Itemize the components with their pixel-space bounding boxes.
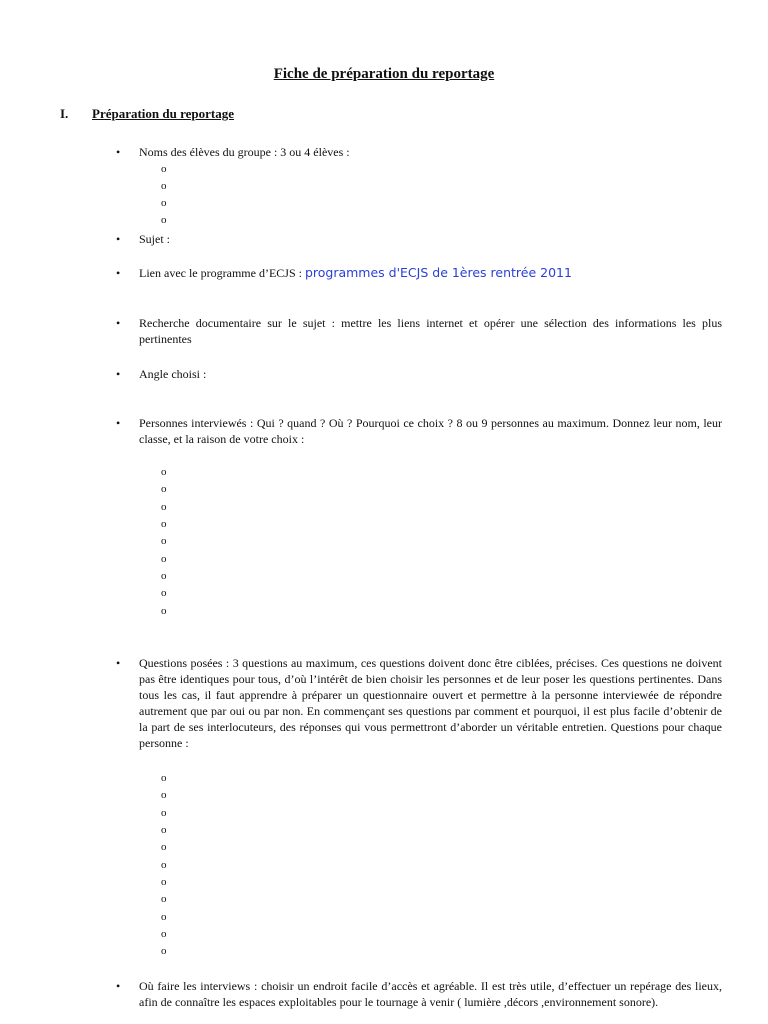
list-item (116, 655, 722, 751)
sub-bullet-icon (161, 603, 171, 619)
bullet-icon: • (116, 316, 121, 330)
list-item (116, 978, 722, 1010)
list-item-text: Angle choisi : (139, 367, 207, 381)
sub-bullet-icon (161, 195, 171, 211)
sub-bullet-icon (161, 499, 171, 515)
list-item-text: Noms des élèves du groupe : 3 ou 4 élèves : (139, 145, 350, 159)
sub-bullet-icon (161, 568, 171, 584)
list-item-text: Personnes interviewés : Qui ? quand ? Où ? Pourquoi ce choix ? 8 ou 9 personnes au maximum. Donnez leur nom, leur classe, et la raison de votre choix : (139, 416, 722, 446)
sub-bullet-icon (161, 926, 171, 942)
list-item (116, 265, 722, 281)
list-item (116, 415, 722, 447)
list-item (116, 366, 722, 382)
sub-bullet-icon (161, 178, 171, 194)
sub-bullet-icon (161, 516, 171, 532)
list-item (116, 315, 722, 347)
sub-bullet-icon (161, 464, 171, 480)
bullet-icon: • (116, 979, 121, 993)
sub-bullet-icon (161, 839, 171, 855)
page-title: Fiche de préparation du reportage (273, 66, 495, 82)
section-heading (60, 106, 234, 122)
list-item-label: Lien avec le programme d’ECJS : (139, 266, 305, 280)
sub-bullet-icon (161, 857, 171, 873)
list-item (116, 144, 722, 160)
list-item-text: Sujet : (139, 232, 171, 246)
list-item (116, 231, 722, 247)
sub-bullet-icon (161, 770, 171, 786)
sub-bullet-icon (161, 891, 171, 907)
bullet-icon: • (116, 145, 121, 159)
sub-bullet-icon (161, 822, 171, 838)
list-item-text: Recherche documentaire sur le sujet : mettre les liens internet et opérer une sélection des informations les plus pertinentes (139, 316, 722, 346)
sub-bullet-icon (161, 874, 171, 890)
section-number: I. (60, 106, 69, 121)
sub-bullet-icon (161, 551, 171, 567)
bullet-icon: • (116, 656, 121, 670)
bullet-icon: • (116, 416, 121, 430)
sub-bullet-icon (161, 481, 171, 497)
sub-bullet-icon (161, 943, 171, 959)
list-item-text: Questions posées : 3 questions au maximum, ces questions doivent donc être ciblées, précises. Ces questions ne doivent pas être identiques pour tous, d’où l’intérêt de bien choisir les personnes et de leur poser les questions pertinentes. Dans tous les cas, il faut apprendre à préparer un questionnaire ouvert et permettre à la personne interviewée de répondre autrement que par oui ou par non. En commençant ses questions par comment et pourquoi, il est plus facile d’obtenir de la part de ses interlocuteurs, des réponses qui vous permettront d’aborder un véritable entretien. Questions pour chaque personne : (139, 656, 722, 750)
sub-bullet-icon (161, 805, 171, 821)
sub-bullet-icon (161, 533, 171, 549)
list-item-text: Où faire les interviews : choisir un endroit facile d’accès et agréable. Il est très utile, d’effectuer un repérage des lieux, afin de connaître les espaces exploitables pour le tournage à venir ( lumière ,décors ,environnement sonore). (139, 979, 722, 1009)
ecjs-program-link[interactable]: programmes d'ECJS de 1ères rentrée 2011 (304, 265, 572, 280)
sub-bullet-icon (161, 909, 171, 925)
sub-bullet-icon (161, 161, 171, 177)
sub-bullet-icon (161, 787, 171, 803)
bullet-icon: • (116, 367, 121, 381)
bullet-icon: • (116, 266, 121, 280)
section-label: Préparation du reportage (92, 106, 235, 121)
bullet-icon: • (116, 232, 121, 246)
sub-bullet-icon (161, 212, 171, 228)
list-item-text (139, 265, 722, 281)
sub-bullet-icon (161, 585, 171, 601)
